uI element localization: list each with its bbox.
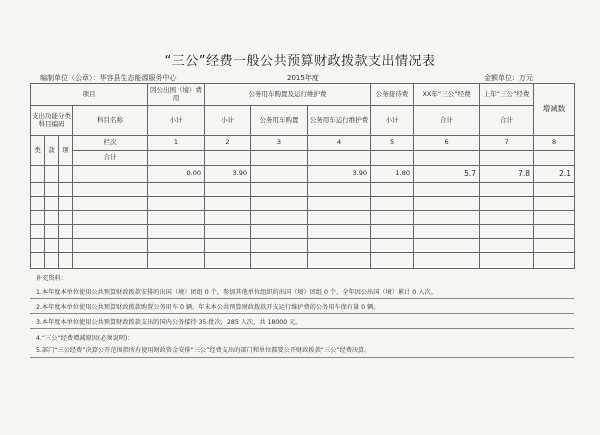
col-num-8: 8 [534,136,575,151]
header-vehicle-purchase: 公务用车购置 [251,106,308,136]
divider [30,313,574,314]
header-row-1 [31,84,575,106]
header-last-total: 合计 [480,106,534,136]
compiling-unit: 编制单位（公章）：华容县生态能源服务中心 [40,74,177,82]
header-func-code: 支出功能分类科目编码 [31,106,73,136]
row-total-label: 合计 [73,151,148,166]
amount-unit: 金额单位：万元 [484,74,533,82]
value-reception: 1.80 [371,166,414,183]
col-num-3: 3 [251,136,308,151]
table-row [31,211,575,225]
col-num-7: 7 [480,136,534,151]
table-row [31,225,575,239]
fiscal-year: 2015年度 [287,74,319,82]
table-row [31,166,575,183]
note-2: 2.本年度本单位使用公共预算财政拨款购置公务用车 0 辆，年末本公共预算财政拨款开支运行维护费的公务用车保有量 0 辆。 [36,304,380,311]
header-last-year: 上年“三公”经费 [480,84,534,106]
header-lei: 类 [31,136,45,166]
note-1: 1.本年度本单位使用公共预算财政拨款安排的出国（境）团组 0 个，参加其他单位组织的出国（境）团组 0 个，全年因公出国（境）累计 0 人次。 [36,289,437,296]
header-vehicle-run: 公务用车运行维护费 [308,106,371,136]
document-title: “三公”经费一般公共预算财政拨款支出情况表 [164,54,436,69]
col-num-5: 5 [371,136,414,151]
table-row [31,151,575,166]
col-num-1: 1 [148,136,205,151]
header-xiang: 项 [59,136,73,166]
header-vehicle: 公务用车购置及运行维护费 [205,84,371,106]
value-xx-total: 5.7 [414,166,480,183]
col-num-2: 2 [205,136,251,151]
header-vehicle-subtotal: 小计 [205,106,251,136]
note-4: 4.“三公”经费增减原因(必须说明)： [36,335,134,342]
value-change: 2.1 [534,166,575,183]
note-5: 5.部门“三公经费”决算公开范围指所有使用财政资金安排“三公”经费支出的部门和单位都要公开财政拨款“三公”经费决算。 [36,347,371,354]
row-lanci-label: 栏次 [73,136,148,151]
header-reception: 公务接待费 [371,84,414,106]
notes-heading: 补充资料： [36,275,67,282]
header-row-2 [31,106,575,136]
header-reception-subtotal: 小计 [371,106,414,136]
header-project: 项目 [31,84,148,106]
header-abroad: 因公出国（境）费用 [148,84,205,106]
header-xx-year: XX年“三公”经费 [414,84,480,106]
header-xx-total: 合计 [414,106,480,136]
value-vehicle-run: 3.90 [308,166,371,183]
value-last-total: 7.8 [480,166,534,183]
divider [30,298,574,299]
header-kuan: 款 [45,136,59,166]
divider [30,328,574,329]
note-3: 3.本年度本单位使用公共预算财政拨款支出的国内公务接待 35 批次，285 人次，共 18000 元。 [36,319,302,326]
table-row [31,197,575,211]
table-row [31,239,575,253]
table-row [31,253,575,269]
table-row [31,136,575,151]
header-abroad-subtotal: 小计 [148,106,205,136]
value-abroad: 0.00 [148,166,205,183]
expense-table [30,83,575,269]
header-subject-name: 科目名称 [73,106,148,136]
header-change: 增减数 [534,84,575,136]
col-num-6: 6 [414,136,480,151]
col-num-4: 4 [308,136,371,151]
divider [30,357,574,358]
table-row [31,183,575,197]
value-vehicle-subtotal: 3.90 [205,166,251,183]
